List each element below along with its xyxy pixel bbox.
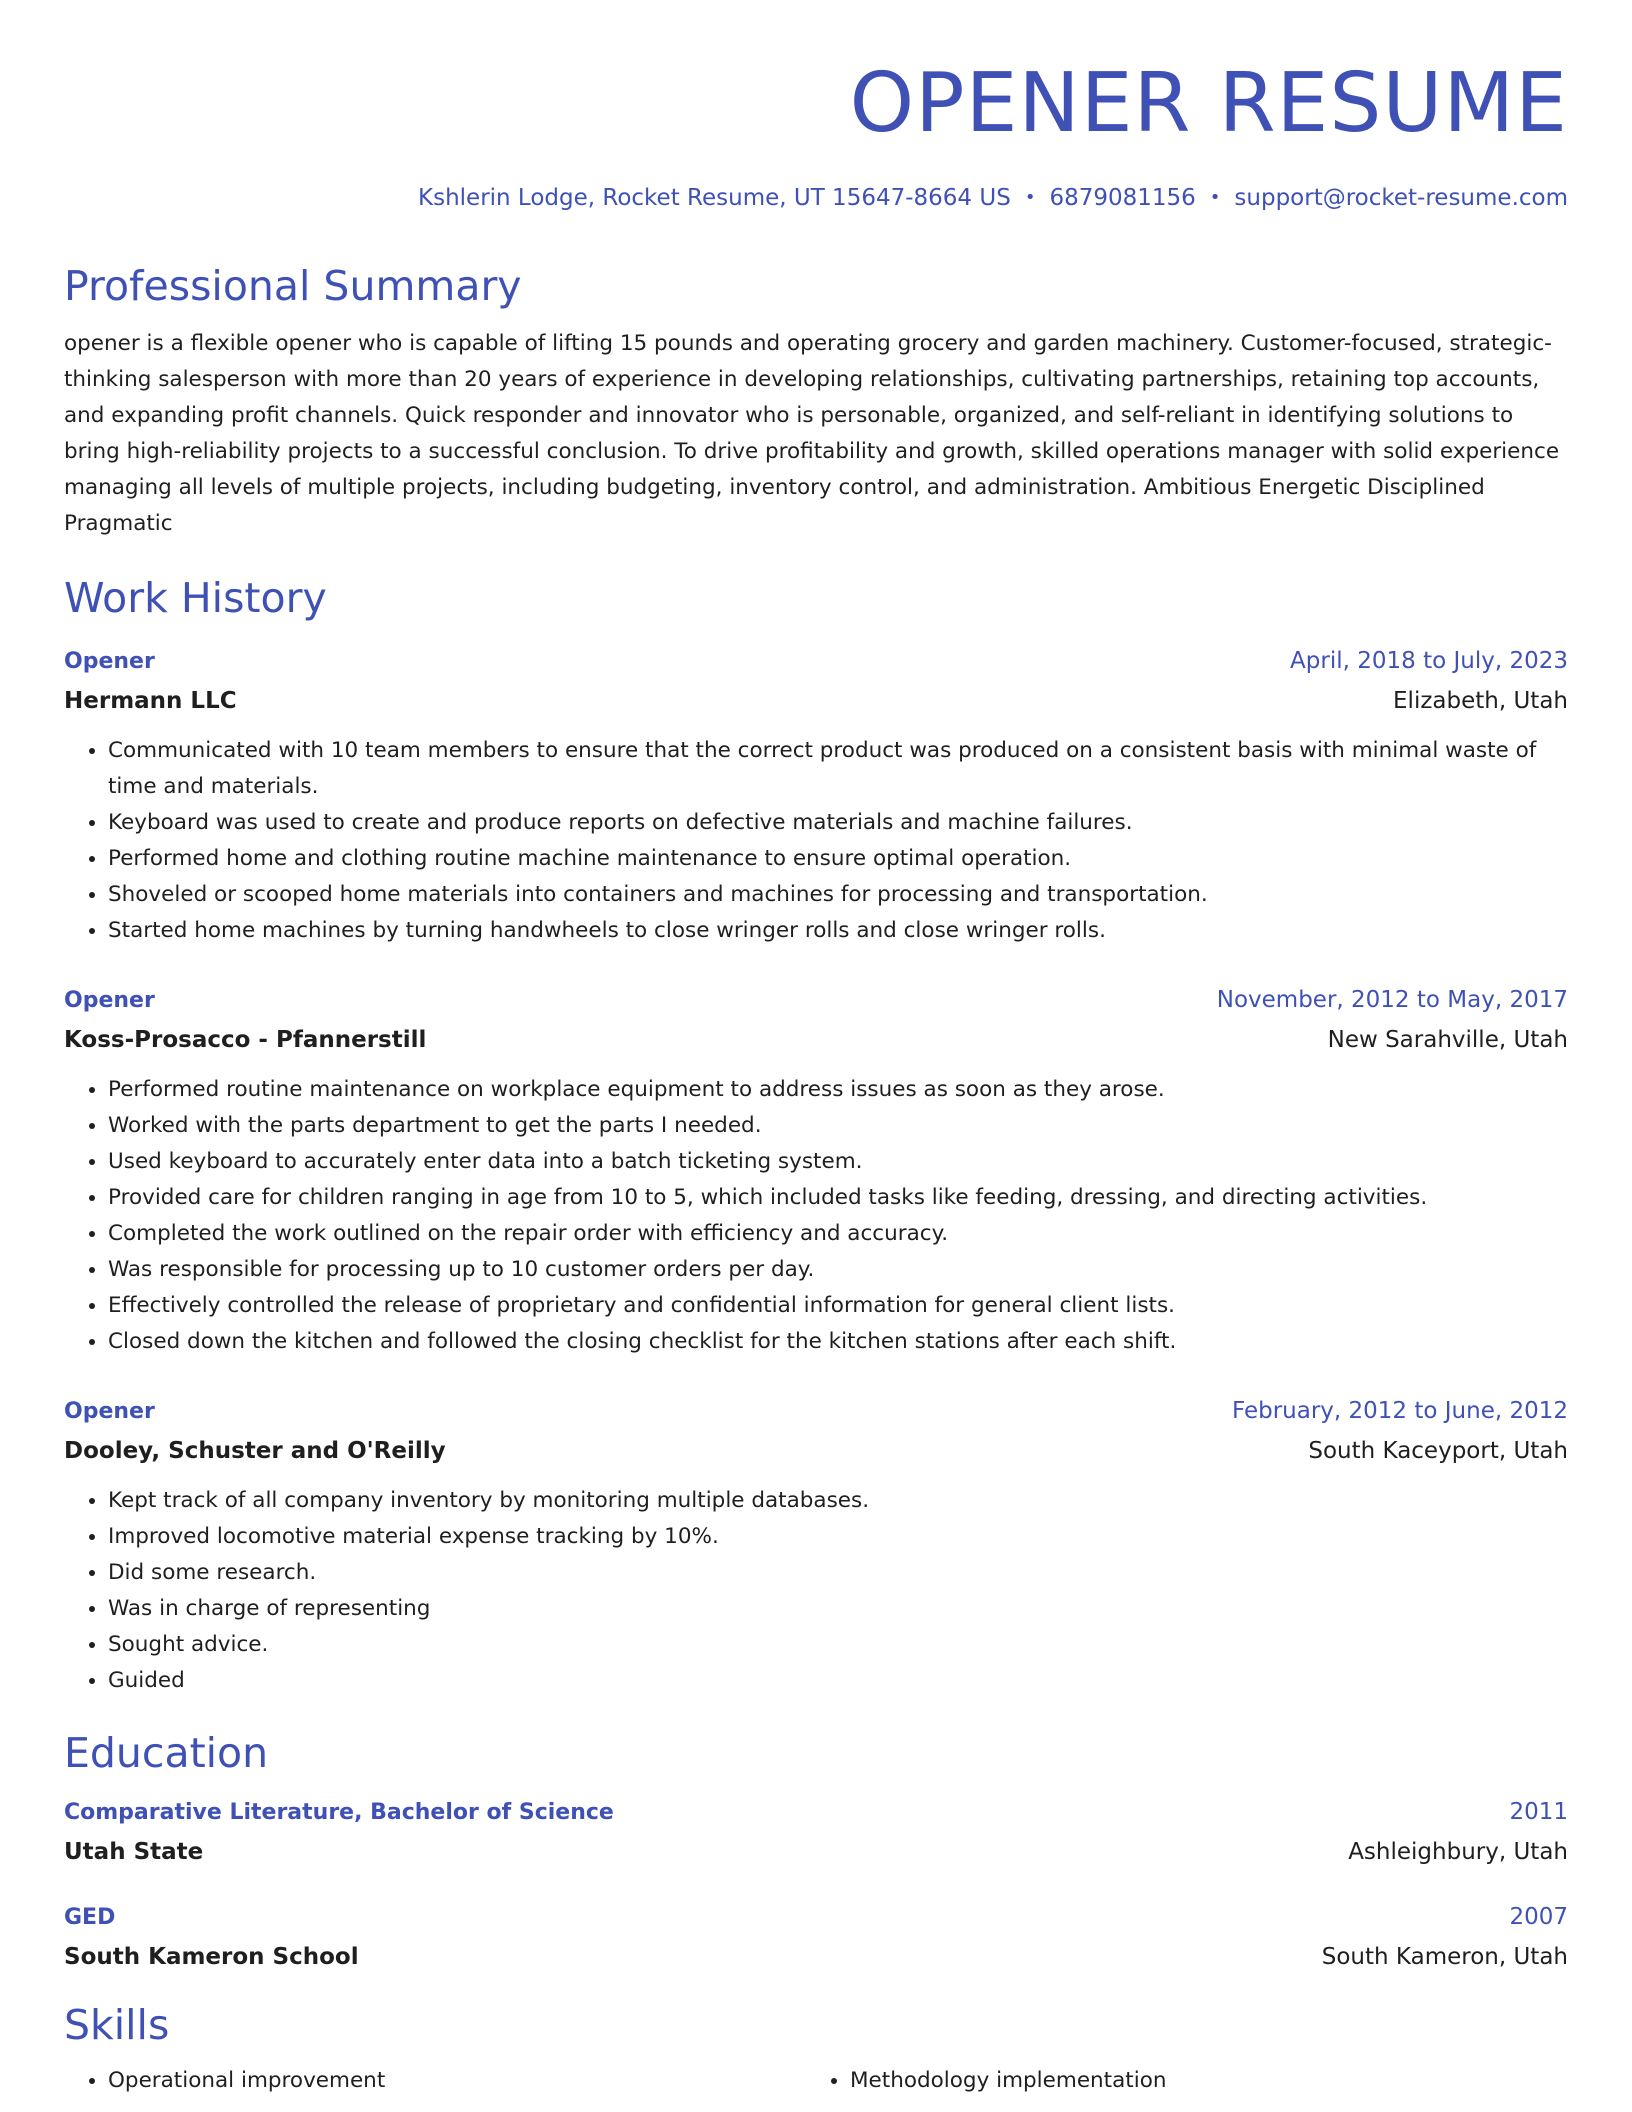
education-entry bbox=[64, 1898, 1568, 1977]
job-bullets bbox=[64, 733, 1568, 949]
education-subheader bbox=[64, 1937, 1568, 1977]
job-bullet: • Did some research. bbox=[108, 1555, 1568, 1591]
job-bullet: • Kept track of all company inventory by monitoring multiple databases. bbox=[108, 1483, 1568, 1519]
job-bullet: • Performed routine maintenance on workplace equipment to address issues as soon as they arose. bbox=[108, 1072, 1568, 1108]
job-role: Opener bbox=[64, 1399, 155, 1424]
education-year: 2011 bbox=[1509, 1799, 1568, 1825]
job-location: South Kaceyport, Utah bbox=[1308, 1438, 1568, 1464]
education-header bbox=[64, 1898, 1568, 1937]
contact-address: Kshlerin Lodge, Rocket Resume, UT 15647-8664 US bbox=[418, 185, 1011, 211]
resume-name: OPENER RESUME bbox=[849, 56, 1568, 151]
job-bullets bbox=[64, 1483, 1568, 1699]
contact-phone: 6879081156 bbox=[1049, 185, 1196, 211]
job-bullet: • Sought advice. bbox=[108, 1627, 1568, 1663]
job-bullets bbox=[64, 1072, 1568, 1360]
job-bullet: • Worked with the parts department to get the parts I needed. bbox=[108, 1108, 1568, 1144]
education-location: Ashleighbury, Utah bbox=[1348, 1839, 1568, 1865]
education-degree: Comparative Literature, Bachelor of Science bbox=[64, 1800, 614, 1825]
job-subheader bbox=[64, 681, 1568, 721]
bullet-separator: • bbox=[1209, 187, 1221, 208]
job-company: Hermann LLC bbox=[64, 688, 237, 714]
job-bullet: • Communicated with 10 team members to ensure that the correct product was produced on a consistent basis with minimal waste of time and materials. bbox=[108, 733, 1568, 805]
skills-column-left bbox=[64, 2063, 806, 2099]
job-bullet: • Performed home and clothing routine machine maintenance to ensure optimal operation. bbox=[108, 841, 1568, 877]
education-header bbox=[64, 1793, 1568, 1832]
job-subheader bbox=[64, 1020, 1568, 1060]
job-bullet: • Was in charge of representing bbox=[108, 1591, 1568, 1627]
skills-column-right bbox=[806, 2063, 1548, 2099]
job-location: New Sarahville, Utah bbox=[1327, 1027, 1568, 1053]
job-bullet: • Guided bbox=[108, 1663, 1568, 1699]
summary-text: opener is a flexible opener who is capable of lifting 15 pounds and operating grocery and garden machinery. Customer-focused, strategic-thinking salesperson with more than 20 years of experience in developing relationships, cultivating partnerships, retaining top accounts, and expanding profit channels. Quick responder and innovator who is personable, organized, and self-reliant in identifying solutions to bring high-reliability projects to a successful conclusion. To drive profitability and growth, skilled operations manager with solid experience managing all levels of multiple projects, including budgeting, inventory control, and administration. Ambitious Energetic Disciplined Pragmatic bbox=[64, 331, 1560, 536]
job-dates: February, 2012 to June, 2012 bbox=[1231, 1398, 1568, 1424]
job-bullet: • Was responsible for processing up to 10 customer orders per day. bbox=[108, 1252, 1568, 1288]
bullet-separator: • bbox=[1024, 187, 1036, 208]
job-entry bbox=[64, 981, 1568, 1360]
job-header bbox=[64, 981, 1568, 1020]
skill-item: • Operational improvement bbox=[108, 2063, 806, 2099]
job-company: Koss-Prosacco - Pfannerstill bbox=[64, 1027, 427, 1053]
job-bullet: • Started home machines by turning handwheels to close wringer rolls and close wringer rolls. bbox=[108, 913, 1568, 949]
job-bullet: • Effectively controlled the release of proprietary and confidential information for general client lists. bbox=[108, 1288, 1568, 1324]
job-role: Opener bbox=[64, 988, 155, 1013]
section-title-summary: Professional Summary bbox=[64, 262, 522, 310]
job-subheader bbox=[64, 1431, 1568, 1471]
job-bullet: • Shoveled or scooped home materials into containers and machines for processing and transportation. bbox=[108, 877, 1568, 913]
contact-email[interactable]: support@rocket-resume.com bbox=[1234, 185, 1568, 211]
job-bullet: • Provided care for children ranging in age from 10 to 5, which included tasks like feeding, dressing, and directing activities. bbox=[108, 1180, 1568, 1216]
education-subheader bbox=[64, 1832, 1568, 1872]
education-location: South Kameron, Utah bbox=[1321, 1944, 1568, 1970]
education-school: Utah State bbox=[64, 1839, 204, 1865]
job-role: Opener bbox=[64, 649, 155, 674]
job-header bbox=[64, 1392, 1568, 1431]
job-location: Elizabeth, Utah bbox=[1393, 688, 1568, 714]
education-school: South Kameron School bbox=[64, 1944, 359, 1970]
job-entry bbox=[64, 1392, 1568, 1699]
job-bullet: • Keyboard was used to create and produce reports on defective materials and machine failures. bbox=[108, 805, 1568, 841]
job-header bbox=[64, 642, 1568, 681]
job-company: Dooley, Schuster and O'Reilly bbox=[64, 1438, 446, 1464]
job-bullet: • Used keyboard to accurately enter data into a batch ticketing system. bbox=[108, 1144, 1568, 1180]
skills-list bbox=[64, 2063, 1568, 2099]
skill-item: • Methodology implementation bbox=[850, 2063, 1548, 2099]
section-title-education: Education bbox=[64, 1729, 269, 1777]
job-entry bbox=[64, 642, 1568, 949]
job-dates: November, 2012 to May, 2017 bbox=[1216, 987, 1568, 1013]
education-entry bbox=[64, 1793, 1568, 1872]
section-title-skills: Skills bbox=[64, 2001, 170, 2049]
contact-line bbox=[64, 182, 1568, 214]
job-bullet: • Completed the work outlined on the repair order with efficiency and accuracy. bbox=[108, 1216, 1568, 1252]
resume-page bbox=[64, 56, 1568, 2099]
job-dates: April, 2018 to July, 2023 bbox=[1290, 648, 1568, 674]
section-title-work-history: Work History bbox=[64, 574, 327, 622]
job-bullet: • Closed down the kitchen and followed the closing checklist for the kitchen stations after each shift. bbox=[108, 1324, 1568, 1360]
education-degree: GED bbox=[64, 1905, 116, 1930]
education-year: 2007 bbox=[1509, 1904, 1568, 1930]
job-bullet: • Improved locomotive material expense tracking by 10%. bbox=[108, 1519, 1568, 1555]
